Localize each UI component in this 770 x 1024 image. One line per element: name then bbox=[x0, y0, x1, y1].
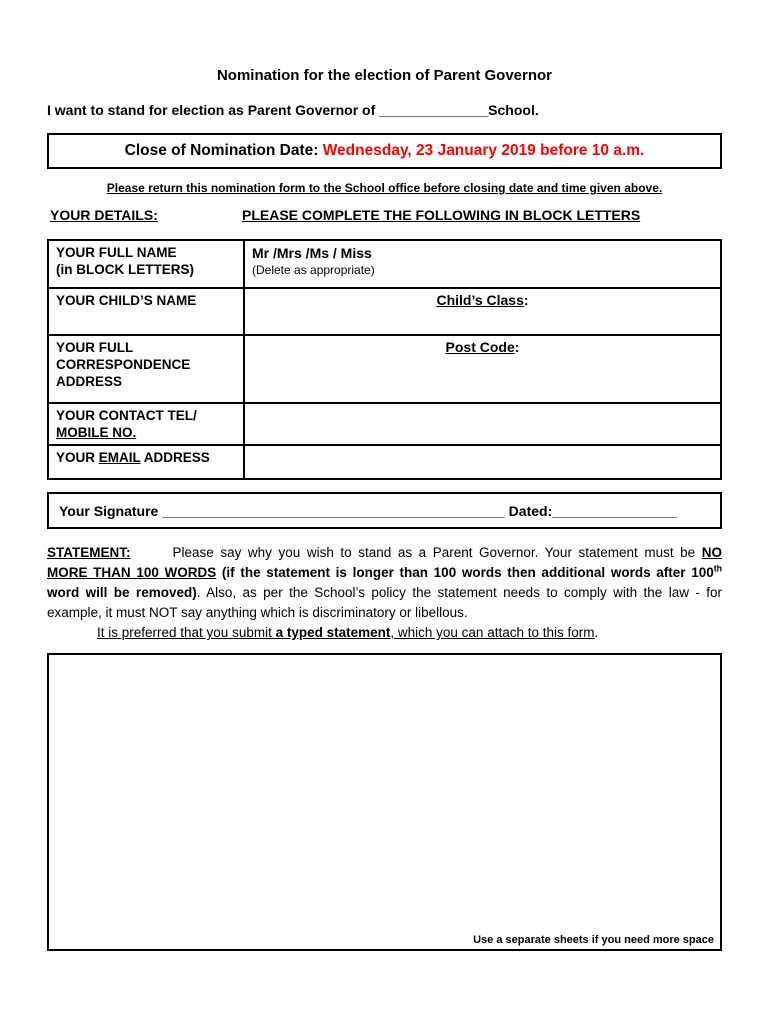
post-code-label: Post Code: bbox=[445, 339, 520, 355]
100-words-emphasis: NO MORE THAN 100 WORDS bbox=[47, 545, 722, 580]
table-row-child-name bbox=[48, 288, 721, 335]
close-of-nomination-box bbox=[47, 133, 722, 169]
table-row-contact bbox=[48, 403, 721, 445]
typed-statement-note: It is preferred that you submit a typed statement, which you can attach to this form. bbox=[97, 625, 599, 640]
separate-sheets-note: Use a separate sheets if you need more space bbox=[473, 934, 714, 946]
dated-label: Dated: bbox=[504, 502, 553, 519]
table-row-full-name bbox=[48, 240, 721, 288]
delete-as-appropriate-note: (Delete as appropriate) bbox=[252, 263, 375, 277]
contact-input-cell[interactable] bbox=[244, 403, 721, 445]
intro-line: I want to stand for election as Parent Governor of ______________School. bbox=[47, 102, 539, 118]
table-row-address bbox=[48, 335, 721, 403]
statement-writing-box[interactable] bbox=[47, 653, 722, 951]
close-date-label: Close of Nomination Date: bbox=[124, 142, 323, 159]
return-instruction: Please return this nomination form to the School office before closing date and time given above. bbox=[106, 181, 663, 195]
title-options[interactable]: Mr /Mrs /Ms / Miss bbox=[252, 245, 372, 261]
full-name-label-cell: YOUR FULL NAME (in BLOCK LETTERS) bbox=[48, 240, 244, 288]
address-input-cell[interactable] bbox=[244, 335, 721, 403]
details-table bbox=[47, 239, 722, 480]
statement-paragraph: STATEMENT: Please say why you wish to stand as a Parent Governor. Your statement must be NO MORE THAN 100 WORDS (if the statement is longer than 100 words then additional words after 100th word will be removed). Also, as per the School’s policy the statement needs to comply with the law - for example, it must NOT say anything which is discriminatory or libellous. bbox=[47, 545, 723, 620]
email-label-cell: YOUR EMAIL ADDRESS bbox=[48, 445, 244, 479]
close-date-value: Wednesday, 23 January 2019 before 10 a.m. bbox=[322, 142, 645, 159]
signature-box bbox=[47, 492, 722, 529]
statement-heading: STATEMENT: bbox=[47, 545, 131, 560]
close-of-nomination-text bbox=[125, 142, 645, 160]
child-name-label-cell: YOUR CHILD’S NAME bbox=[48, 288, 244, 335]
signature-label: Your Signature bbox=[59, 502, 163, 519]
form-title: Nomination for the election of Parent Governor bbox=[216, 67, 553, 84]
details-section-header bbox=[47, 207, 722, 227]
child-name-input-cell[interactable] bbox=[244, 288, 721, 335]
table-row-email bbox=[48, 445, 721, 479]
typed-statement-emphasis: a typed statement bbox=[275, 625, 391, 640]
email-input-cell[interactable] bbox=[244, 445, 721, 479]
your-details-label: YOUR DETAILS: bbox=[50, 207, 158, 223]
dated-blank-line[interactable]: ________________ bbox=[552, 502, 677, 519]
block-letters-instruction: PLEASE COMPLETE THE FOLLOWING IN BLOCK LETTERS bbox=[242, 207, 641, 223]
childs-class-label: Child’s Class: bbox=[436, 292, 529, 308]
address-label-cell: YOUR FULL CORRESPONDENCE ADDRESS bbox=[48, 335, 244, 403]
signature-blank-line[interactable]: ____________________________________________ bbox=[162, 502, 505, 519]
contact-label-cell: YOUR CONTACT TEL/ MOBILE NO. bbox=[48, 403, 244, 445]
signature-line bbox=[59, 502, 677, 520]
full-name-input-cell[interactable] bbox=[244, 240, 721, 288]
